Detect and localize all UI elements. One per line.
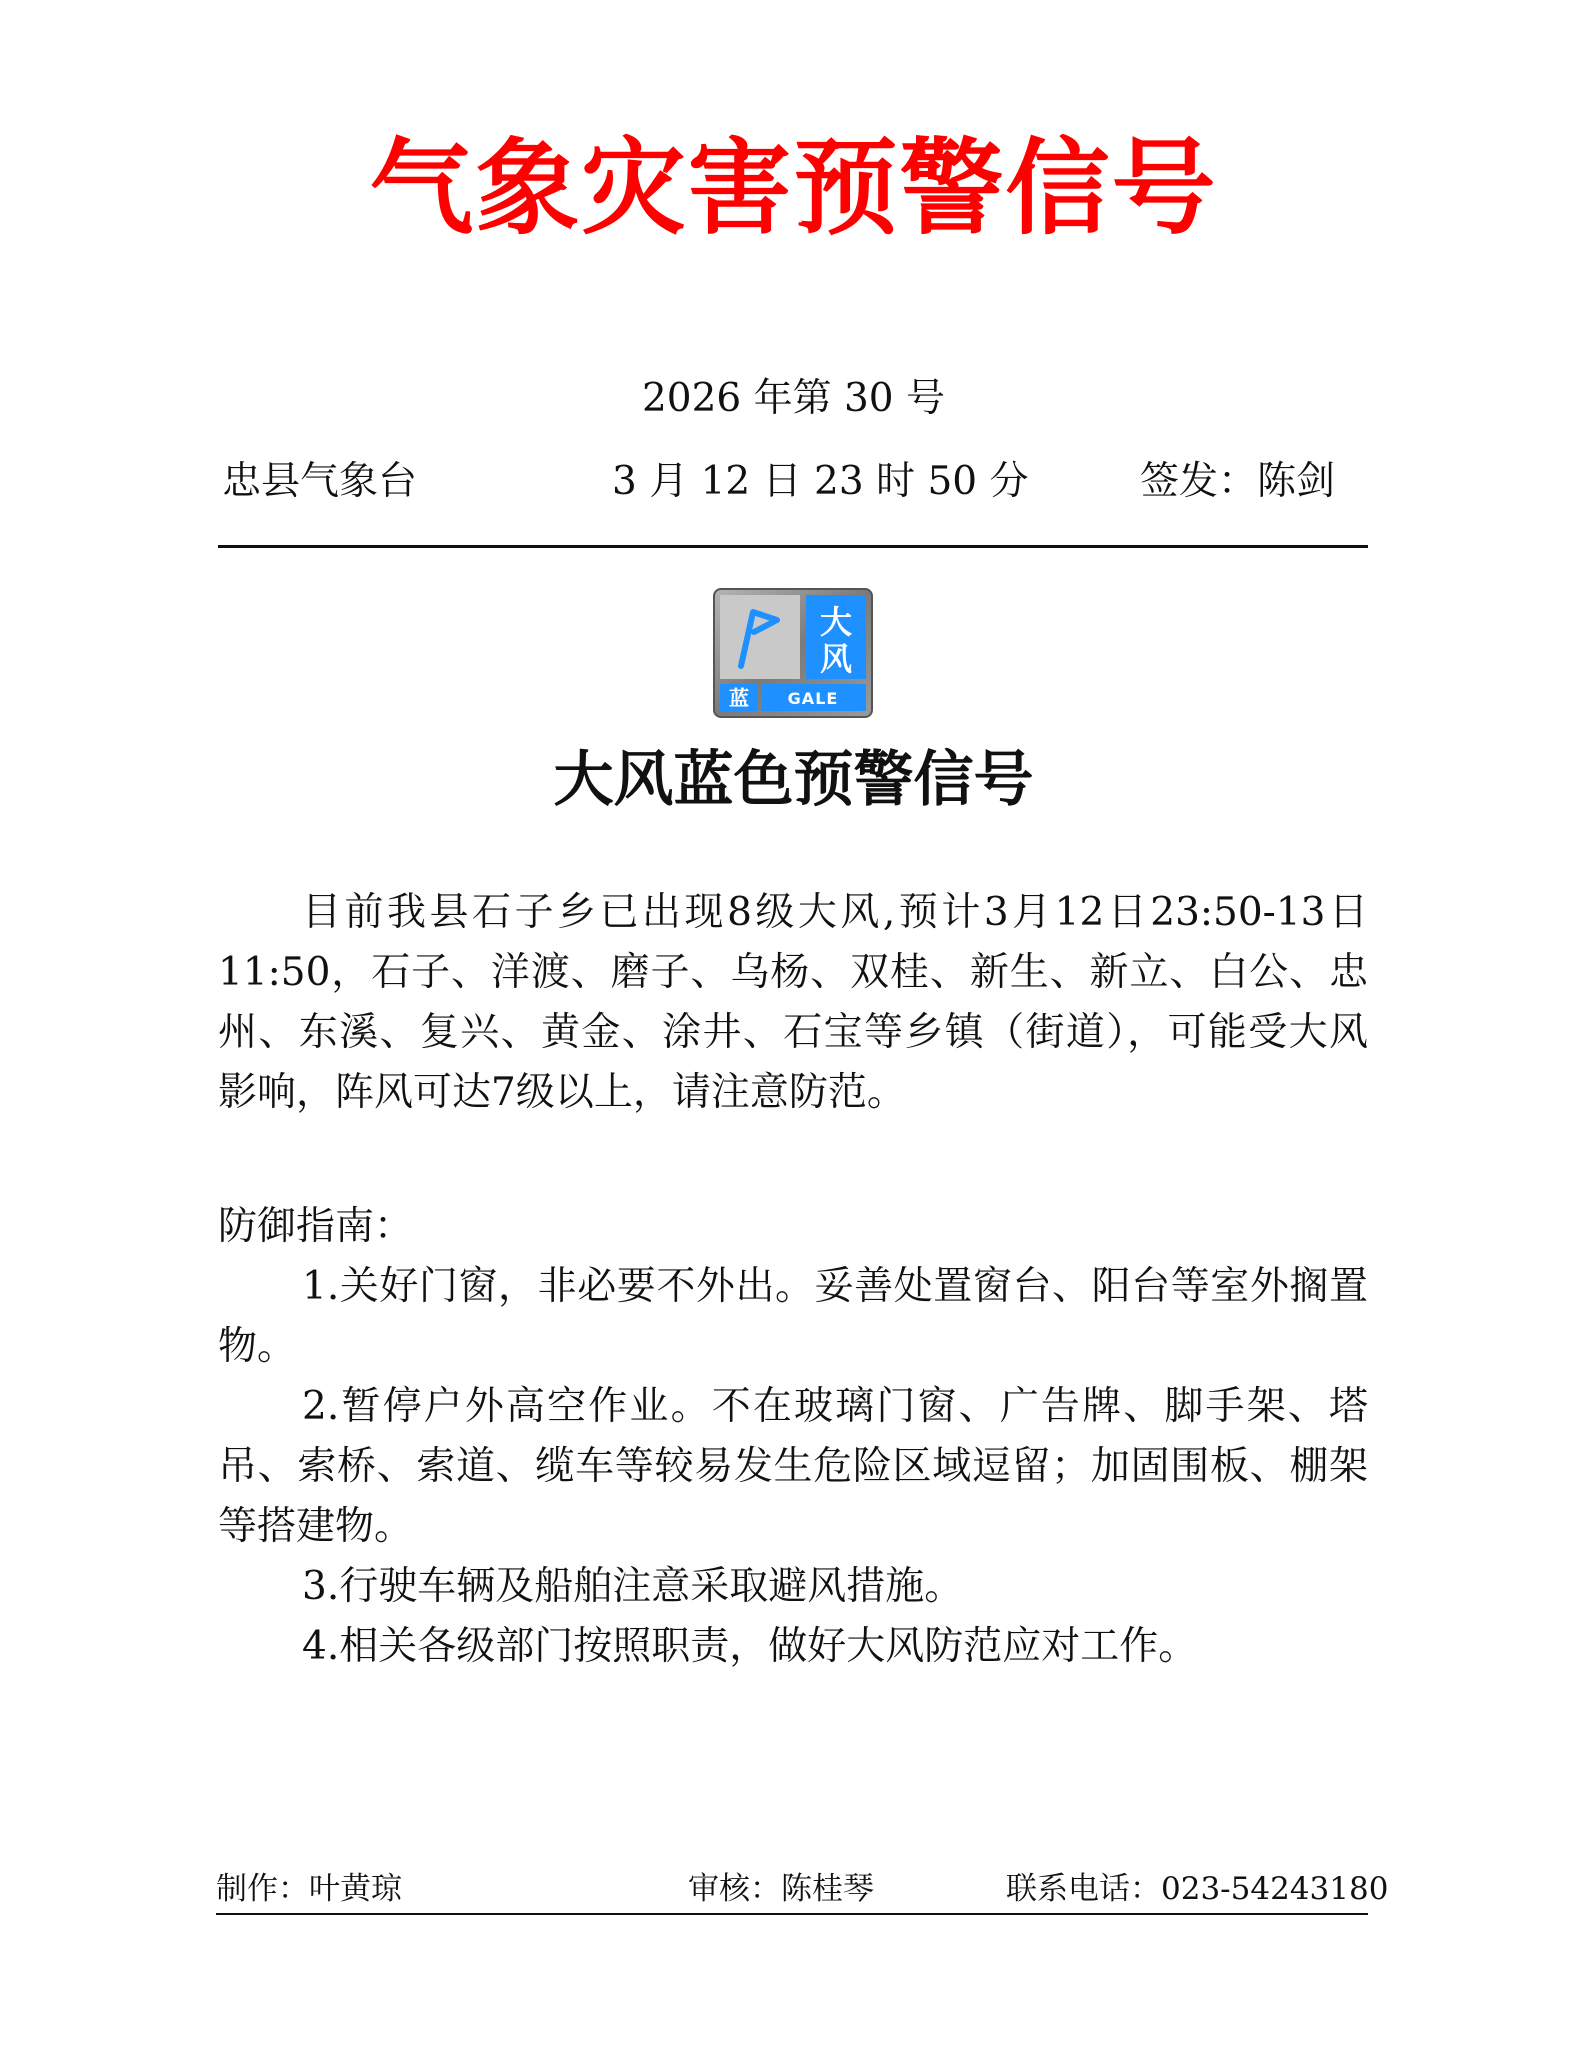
guide-item: 2.暂停户外高空作业。不在玻璃门窗、广告牌、脚手架、塔吊、索桥、索道、缆车等较易发生危险区域逗留；加固围板、棚架等搭建物。 <box>218 1384 1368 1549</box>
signer: 签发：陈剑 <box>1140 459 1336 504</box>
footer-phone: 联系电话：023-54243180 <box>1006 1871 1389 1907</box>
icon-char-bottom: 风 <box>819 640 853 678</box>
document-title: 气象灾害预警信号 <box>369 126 1218 249</box>
signal-title: 大风蓝色预警信号 <box>553 745 1034 815</box>
icon-level-char: 蓝 <box>729 686 749 710</box>
issuer: 忠县气象台 <box>222 459 418 504</box>
gale-blue-warning-icon <box>713 588 873 718</box>
footer-reviewer: 审核：陈桂琴 <box>688 1871 874 1907</box>
issue-number: 2026 年第 30 号 <box>641 376 946 421</box>
guide-title: 防御指南： <box>218 1204 414 1249</box>
footer-maker: 制作：叶黄琼 <box>216 1871 402 1907</box>
header-divider <box>218 545 1368 548</box>
guide-item: 1.关好门窗，非必要不外出。妥善处置窗台、阳台等室外搁置物。 <box>218 1264 1368 1369</box>
icon-char-top: 大 <box>819 603 853 641</box>
warning-paragraph: 目前我县石子乡已出现8级大风,预计3月12日23:50-13日11:50，石子、洋渡、磨子、乌杨、双桂、新生、新立、白公、忠州、东溪、复兴、黄金、涂井、石宝等乡镇（街道），可能受大风影响，阵风可达7级以上，请注意防范。 <box>218 890 1368 1115</box>
issue-time: 3 月 12 日 23 时 50 分 <box>612 459 1029 504</box>
guide-list <box>218 1257 1368 1677</box>
guide-item: 3.行驶车辆及船舶注意采取避风措施。 <box>302 1564 964 1609</box>
guide-item: 4.相关各级部门按照职责，做好大风防范应对工作。 <box>302 1624 1198 1669</box>
footer-divider <box>216 1913 1368 1915</box>
icon-label: GALE <box>787 689 839 708</box>
